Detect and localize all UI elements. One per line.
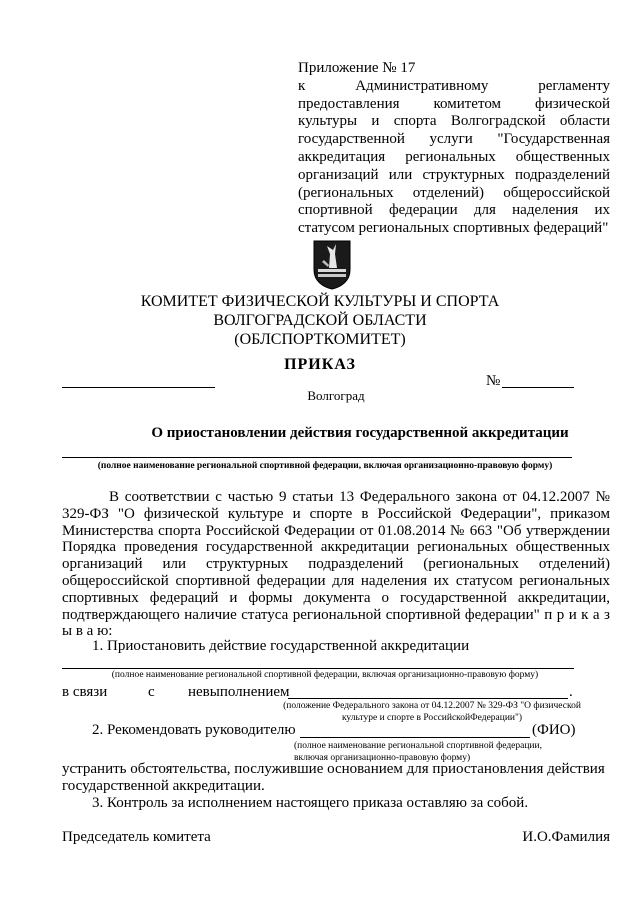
fio-line — [300, 737, 530, 738]
org-name-line3: (ОБЛСПОРТКОМИТЕТ) — [234, 331, 406, 348]
item1-caption: (полное наименование региональной спортивной федерации, включая организационно-правовую форму) — [111, 670, 539, 680]
federation-line — [62, 457, 572, 458]
item2-caption: (полное наименование региональной спортивной федерации, включая организационно-правовую форму) — [294, 741, 542, 763]
in-connection-text: в связи — [62, 684, 108, 700]
coat-of-arms-icon — [313, 240, 351, 290]
item3-text: 3. Контроль за исполнением настоящего приказа оставляю за собой. — [92, 795, 529, 811]
org-name-line2: ВОЛГОГРАДСКОЙ ОБЛАСТИ — [213, 312, 427, 329]
order-heading: ПРИКАЗ — [284, 356, 356, 373]
fio-label: (ФИО) — [532, 722, 576, 738]
law-caption: (положение Федерального закона от 04.12.2007 № 329-ФЗ "О физической культуре и спорте в РоссийскойФедерации") — [283, 701, 581, 723]
order-subject: О приостановлении действия государственной аккредитации — [151, 425, 569, 441]
city: Волгоград — [307, 388, 365, 403]
appendix-title: Приложение № 17 — [298, 60, 416, 76]
with-text: с — [148, 684, 155, 700]
preamble: В соответствии с частью 9 статьи 13 Федерального закона от 04.12.2007 № 329-ФЗ "О физической культуре и спорте в Российской Федерации", приказом Министерства спорта Российской Федерации от 01.08.2014 № 663 "Об утверждении Порядка проведения государственной аккредитации региональных общественных организаций или структурных подразделений (региональных отделений) общероссийской спортивной федерации для наделения их статусом региональных спортивных федераций и формы документа о государственной аккредитации, подтверждающего наличие статуса региональной спортивной федерации" п р и к а з ы в а ю: — [62, 489, 610, 640]
federation-caption: (полное наименование региональной спортивной федерации, включая организационно-правовую форму) — [97, 461, 553, 471]
appendix-text: к Административному регламенту предоставления комитетом физической культуры и спорта Волгоградской области государственной услуги "Государственная аккредитация региональных общественных организаций или структурных подразделений (региональных отделений) общероссийской спортивной федерации для наделения их статусом региональных спортивных федераций" — [298, 77, 610, 237]
item2-continuation: устранить обстоятельства, послужившие основанием для приостановления действия государственной аккредитации. — [62, 761, 605, 794]
signature-name: И.О.Фамилия — [522, 829, 610, 845]
org-name-line1: КОМИТЕТ ФИЗИЧЕСКОЙ КУЛЬТУРЫ И СПОРТА — [140, 293, 500, 310]
law-line — [288, 698, 568, 699]
item1-text: 1. Приостановить действие государственной аккредитации — [92, 638, 470, 654]
number-label: № — [486, 373, 501, 389]
nonfulfillment-text: невыполнением — [188, 684, 290, 700]
signature-position: Председатель комитета — [62, 829, 211, 845]
item2-text: 2. Рекомендовать руководителю — [92, 722, 296, 738]
appendix-block — [298, 60, 610, 238]
